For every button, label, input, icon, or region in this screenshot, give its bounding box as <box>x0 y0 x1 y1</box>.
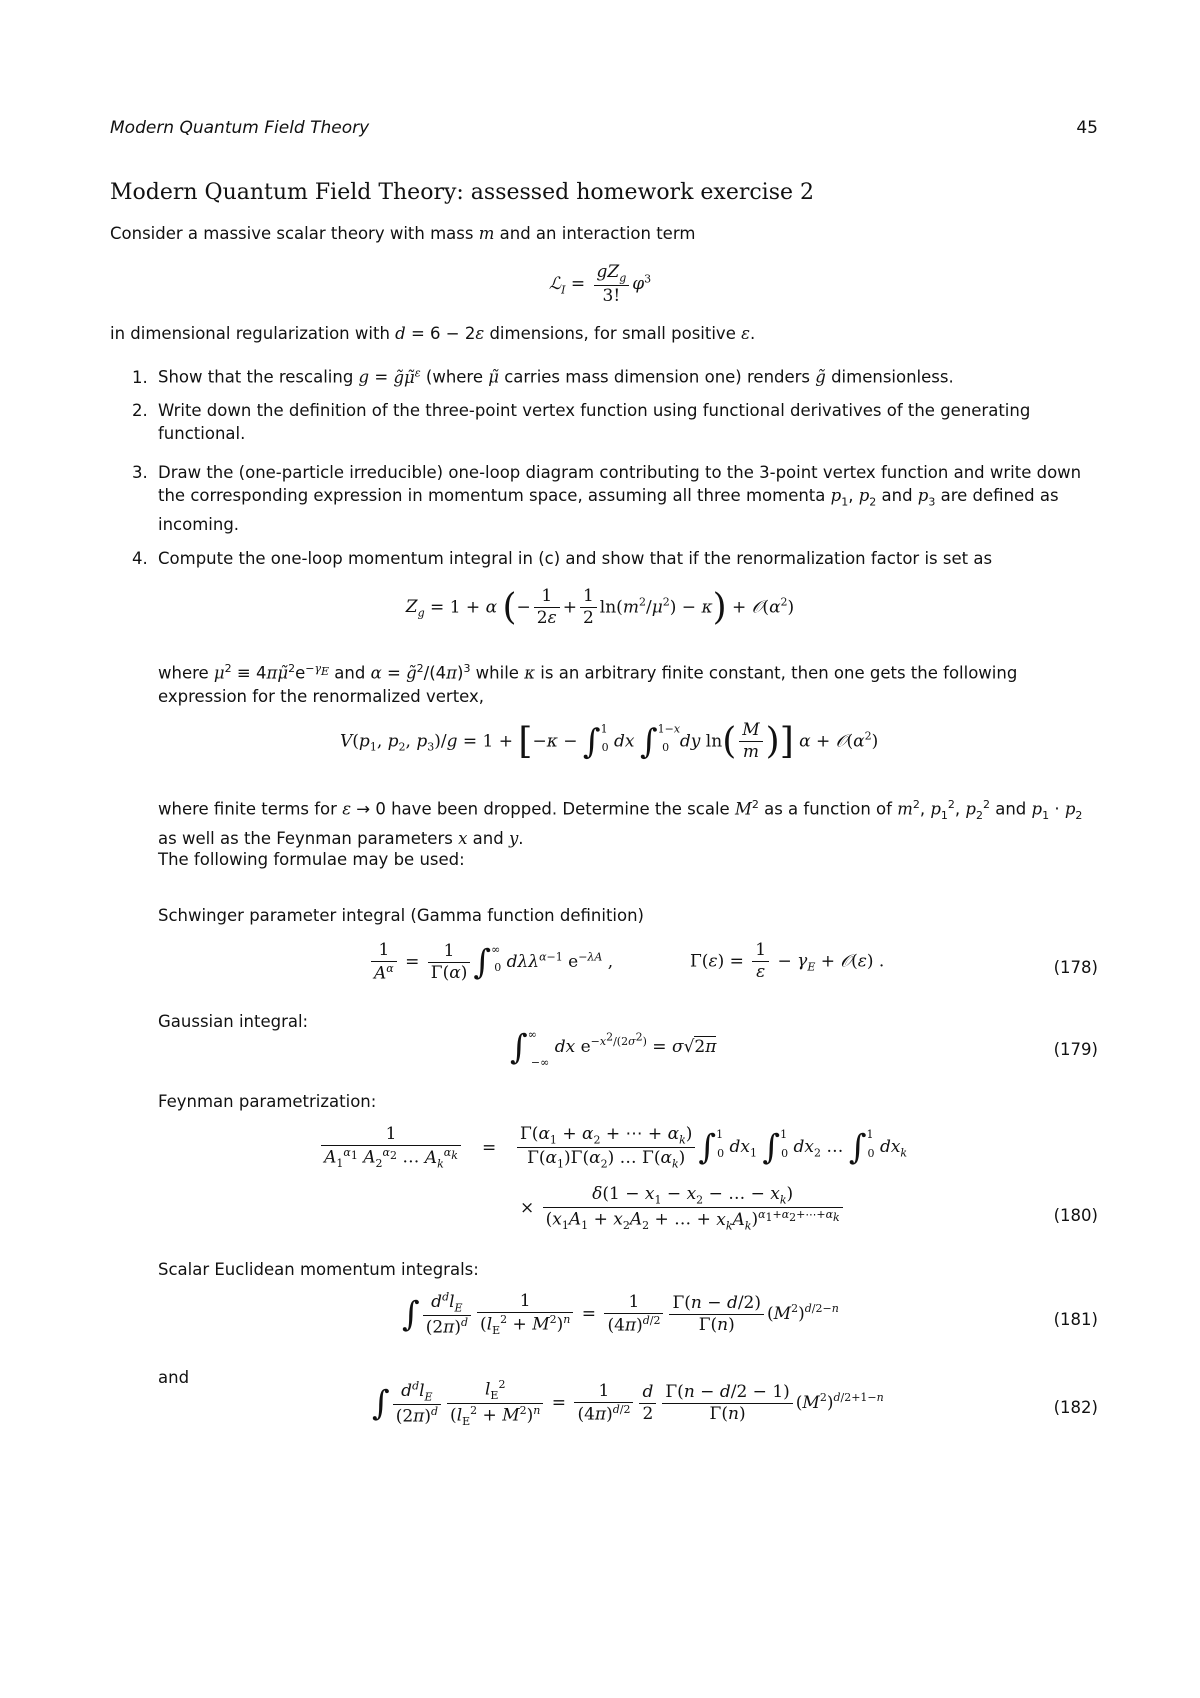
item-2: 2. Write down the definition of the three-point vertex function using functional derivatives of the generating functional. <box>132 401 1031 443</box>
where-text: where $\mu^2$ ≡ $4\pi\mũ^2e^{-\gamma_E}$ and $\alpha = g̃^2/(4\pi)^3$ while κ is an arbitrary finite constant, then one gets the following expression for the renormalized vertex, <box>158 662 1018 706</box>
page-number: 45 <box>1076 118 1098 138</box>
and-label: and <box>158 1368 190 1387</box>
equation-number-180: (180) <box>1053 1206 1098 1225</box>
lagrangian-equation: ℒ$_I$ = $\frac{gZ_g}{3!}$ $\varphi^3$ <box>548 262 652 307</box>
item-3: 3. Draw the (one-particle irreducible) one-loop diagram contributing to the 3-point vertex function and write down the corresponding expression in momentum space, assuming all three momenta $p_1$, $p_2$ and $p_3$ are defined as incoming. <box>132 463 1082 535</box>
gaussian-label: Gaussian integral: <box>158 1012 309 1031</box>
renormalization-factor-equation: $Z_g = 1 + \alpha$ (− $\frac{1}{2\varepsilon}$ + $\frac{1}{2}$ $\ln(m^2/\mu^2) - \kappa$) + $𝒪(\alpha^2)$ <box>405 586 795 629</box>
equation-number-179: (179) <box>1053 1040 1098 1059</box>
schwinger-equation: $\frac{1}{A^\alpha}$ = $\frac{1}{\Gamma(\alpha)}$ $\int^\infty_0$ dλλ$^{\alpha-1}$ $e^{-\lambda A}$ , <box>368 940 613 985</box>
gaussian-equation: $\int^\infty_{-\infty}$ dx $e^{-x^2/(2\sigma^2)} = \sigma√2\pi$ <box>510 1027 717 1069</box>
item-1: 1. Show that the rescaling g = g̃μ̃$^\varepsilon$ (where μ̃ carries mass dimension one) renders g̃ dimensionless. <box>132 366 954 387</box>
intro-text: Consider a massive scalar theory with mass m and an interaction term <box>110 224 696 243</box>
section-title: Modern Quantum Field Theory: assessed homework exercise 2 <box>110 180 815 205</box>
feynman-lhs: $\frac{1}{A_1^{\alpha_1} A_2^{\alpha_2} \dots A_k^{\alpha_k}}$ <box>318 1124 464 1171</box>
feynman-equals: = <box>482 1138 497 1158</box>
gamma-expansion: Γ(ε) = $\frac{1}{\varepsilon}$ − $\gamma_E$ + 𝒪(ε) . <box>690 940 885 983</box>
vertex-equation: $V(p_1$, $p_2$, $p_3)/g = 1 + [-\kappa - \int^1_0$ dx ∫$^{1-x}_0$ dy ln( $\frac{M}{m}$ )] $\alpha + 𝒪(\alpha^2)$ <box>340 720 879 763</box>
after-vertex-text: where finite terms for ε → 0 have been dropped. Determine the scale $M^2$ as a function of $m^2$, $p_1^2$, $p_2^2$ and $p_1 \cdot p_2$ as well as the Feynman parameters x and y. <box>158 798 1083 848</box>
formulae-intro: The following formulae may be used: <box>158 850 465 869</box>
scalar-integral-181: ∫ $\frac{d^dl_E}{(2\pi)^d}$ $\frac{1}{(l_E^2 + M^2)^n}$ = $\frac{1}{(4\pi)^{d/2}}$ $\frac{\Gamma(n - d/2)}{\Gamma(n)}$ $(M^2)^{d/2-n}$ <box>402 1290 839 1338</box>
feynman-rhs-1: $\frac{\Gamma(\alpha_1 + \alpha_2 + \cdots + \alpha_k)}{\Gamma(\alpha_1)\Gamma(\alpha_2) \dots \Gamma(\alpha_k)}$ ∫$^1_0$ $dx_1$ ∫$^1_0$ $dx_2$ … ∫$^1_0$ $dx_k$ <box>514 1124 907 1171</box>
feynman-label: Feynman parametrization: <box>158 1092 377 1111</box>
feynman-rhs-2: × $\frac{\delta(1 - x_1 - x_2 - \dots - x_k)}{(x_1A_1 + x_2A_2 + \dots + x_kA_k)^{\alpha_1+\alpha_2+\cdots+\alpha_k}}$ <box>520 1184 846 1233</box>
schwinger-label: Schwinger parameter integral (Gamma function definition) <box>158 906 644 925</box>
equation-number-181: (181) <box>1053 1310 1098 1329</box>
equation-number-182: (182) <box>1053 1398 1098 1417</box>
dim-reg-text: in dimensional regularization with d = 6 − 2ε dimensions, for small positive ε. <box>110 324 756 343</box>
scalar-label: Scalar Euclidean momentum integrals: <box>158 1260 479 1279</box>
item-4: 4. Compute the one-loop momentum integral in (c) and show that if the renormalization factor is set as <box>132 549 993 568</box>
scalar-integral-182: ∫ $\frac{d^dl_E}{(2\pi)^d}$ $\frac{l_E^2}{(l_E^2 + M^2)^n}$ = $\frac{1}{(4\pi)^{d/2}}$ $\frac{d}{2}$ $\frac{\Gamma(n - d/2 - 1)}{\Gamma(n)}$ $(M^2)^{d/2+1-n}$ <box>372 1378 884 1428</box>
equation-number-178: (178) <box>1053 958 1098 977</box>
running-title: Modern Quantum Field Theory <box>110 118 370 138</box>
